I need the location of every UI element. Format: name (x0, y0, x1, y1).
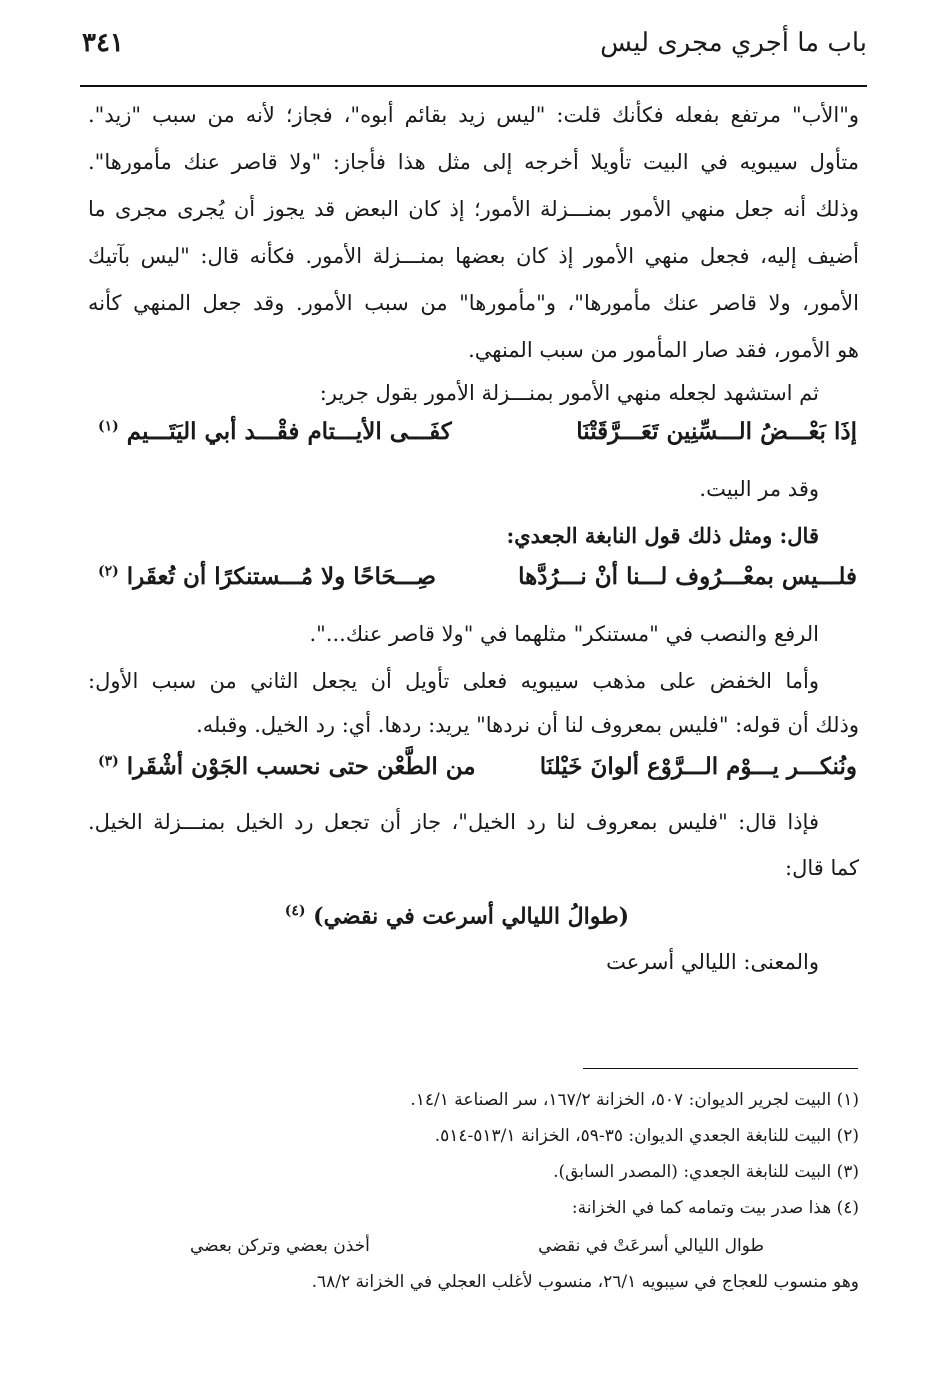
body-line-4: أضيف إليه، فجعل منهي الأمور إذ كان بعضها بمنـــزلة الأمور. فكأنه قال: "ليس بآتيك (88, 244, 859, 268)
body3-line-2: كما قال: (785, 856, 859, 880)
verse2-footnote-marker: (٢) (98, 563, 119, 580)
verse3-second-text: من الطَّعْن حتى نحسب الجَوْن أشْقَرا (126, 753, 476, 780)
footnote-verse-second: أخذن بعضي وتركن بعضي (190, 1236, 370, 1256)
verse2-second-text: صِـــحَاحًا ولا مُـــستنكرًا أن تُعقَرا (126, 563, 437, 590)
verse2-intro: قال: ومثل ذلك قول النابغة الجعدي: (506, 523, 819, 548)
quoted-hemistich (285, 903, 629, 929)
body2-line-3: وذلك أن قوله: "فليس بمعروف لنا أن نردها" يريد: ردها. أي: رد الخيل. وقبله. (196, 713, 859, 737)
header-rule (80, 85, 867, 87)
body-line-5: الأمور، ولا قاصر عنك مأمورها"، و"مأمورها" من سبب الأمور. وقد جعل المنهي كأنه (88, 291, 859, 315)
footnote-4: (٤) هذا صدر بيت وتمامه كما في الخزانة: (571, 1198, 859, 1218)
page-number: ٣٤١ (82, 28, 124, 58)
verse3-second-hemistich (98, 753, 476, 780)
verse1-after: وقد مر البيت. (699, 477, 819, 501)
running-header-title: باب ما أجري مجرى ليس (600, 28, 867, 58)
body-line-3: وذلك أنه جعل منهي الأمور بمنـــزلة الأمور؛ إذ كان البعض قد يجوز أن يُجرى مجرى ما (88, 197, 859, 221)
body-line-1: و"الأب" مرتفع بفعله فكأنك قلت: "ليس زيد بقائم أبوه"، فجاز؛ لأنه من سبب "زيد". (88, 103, 859, 127)
verse1-footnote-marker: (١) (98, 418, 119, 435)
body3-line-1: فإذا قال: "فليس بمعروف لنا رد الخيل"، جاز أن تجعل رد الخيل بمنـــزلة الخيل. (88, 810, 819, 834)
body-line-6: هو الأمور، فقد صار المأمور من سبب المنهي. (468, 338, 859, 362)
body2-line-1: الرفع والنصب في "مستنكر" مثلهما في "ولا قاصر عنك...". (309, 622, 819, 646)
verse3-first-hemistich: ونُنكـــر يـــوْم الـــرَّوْع ألوانَ خَيْلنَا (539, 753, 857, 780)
verse1-first-hemistich: إذَا بَعْـــضُ الـــسِّنِين تَعَـــرَّقَتْنَا (576, 418, 857, 445)
footnote-verse-first: طوال الليالي أسرعَتْ في نقضي (538, 1236, 764, 1256)
footnote-1: (١) البيت لجرير الديوان: ٥٠٧، الخزانة ١٦٧/٢، سر الصناعة ١٤/١. (410, 1090, 859, 1110)
footnote-2: (٢) البيت للنابغة الجعدي الديوان: ٣٥-٥٩، الخزانة ٥١٣/١-٥١٤. (434, 1126, 859, 1146)
body-line-2: متأول سيبويه في البيت تأويلا أخرجه إلى مثل هذا فأجاز: "ولا قاصر عنك مأمورها". (88, 150, 859, 174)
verse1-second-text: كفَـــى الأيـــتام فقْـــد أبي اليَتَـــيم (126, 418, 452, 445)
verse1-intro: ثم استشهد لجعله منهي الأمور بمنـــزلة الأمور بقول جرير: (319, 381, 819, 405)
meaning-line: والمعنى: الليالي أسرعت (606, 950, 819, 974)
footnote-separator (583, 1068, 858, 1069)
verse1-second-hemistich (98, 418, 452, 445)
verse3-footnote-marker: (٣) (98, 753, 119, 770)
footnote-4-continued: وهو منسوب للعجاج في سيبويه ٢٦/١، منسوب لأغلب العجلي في الخزانة ٦٨/٢. (311, 1272, 859, 1292)
verse2-first-hemistich: فلـــيس بمعْـــرُوف لـــنا أنْ نـــرُدَّها (518, 563, 857, 590)
body2-line-2: وأما الخفض على مذهب سيبويه فعلى تأويل أن يجعل الثاني من سبب الأول: (88, 669, 819, 693)
quote-footnote-marker: (٤) (284, 903, 306, 919)
verse2-second-hemistich (98, 563, 436, 590)
quoted-hemistich-text: (طوالُ الليالي أسرعت في نقضي) (313, 903, 629, 930)
footnote-3: (٣) البيت للنابغة الجعدي: (المصدر السابق). (553, 1162, 859, 1182)
